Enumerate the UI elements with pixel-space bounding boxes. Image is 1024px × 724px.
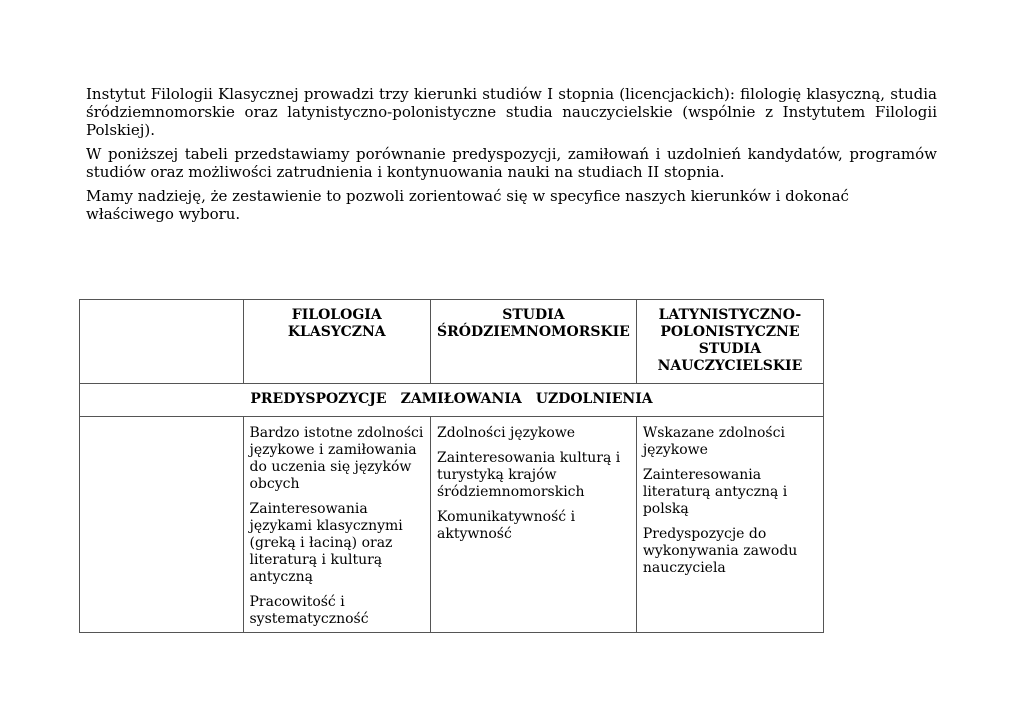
cell-item: Pracowitość i systematyczność [249,594,369,627]
header-line: LATYNISTYCZNO- [658,307,802,323]
table-header-row [80,300,824,384]
cell-item: Zdolności językowe [437,425,576,441]
section-header-row [80,384,824,417]
column-header-latynistyczno-polonistyczne [636,300,823,384]
header-line: POLONISTYCZNE [660,324,800,340]
cell-item: Wskazane zdolności językowe [642,425,785,458]
intro-paragraph: Instytut Filologii Klasycznej prowadzi trzy kierunki studiów I stopnia (licencjackich): filologię klasyczną, studia śródziemnomorskie oraz latynistyczno-polonistyczne studia nauczycielskie (wspólnie z Instytutem Filologii Polskiej). [86,85,937,139]
intro-text [86,85,937,229]
cell-item: Zainteresowania literaturą antyczną i polską [642,467,788,517]
table-row [80,417,824,633]
empty-header-cell [80,300,244,384]
header-line: ŚRÓDZIEMNOMORSKIE [437,324,630,340]
table-cell-studia-srodziemnomorskie [431,417,637,633]
header-line: KLASYCZNA [287,324,386,340]
column-header-studia-srodziemnomorskie [431,300,637,384]
empty-row-label-cell [80,417,244,633]
section-label: PREDYSPOZYCJE [250,391,387,407]
intro-paragraph: W poniższej tabeli przedstawiamy porównanie predyspozycji, zamiłowań i uzdolnień kandydatów, programów studiów oraz możliwości zatrudnienia i kontynuowania nauki na studiach II stopnia. [86,145,937,181]
section-label: ZAMIŁOWANIA [400,391,522,407]
header-line: NAUCZYCIELSKIE [657,358,803,374]
cell-item: Zainteresowania językami klasycznymi (greką i łaciną) oraz literaturą i kulturą antyczną [249,501,403,585]
header-line: STUDIA [698,341,762,357]
header-line: STUDIA [502,307,565,323]
section-label: UZDOLNIENIA [535,391,653,407]
header-line: FILOLOGIA [291,307,382,323]
cell-item: Zainteresowania kulturą i turystyką krajów śródziemnomorskich [437,450,621,500]
column-header-filologia-klasyczna [243,300,431,384]
intro-paragraph: Mamy nadzieję, że zestawienie to pozwoli zorientować się w specyfice naszych kierunków i dokonać właściwego wyboru. [86,187,849,223]
table-cell-filologia-klasyczna [243,417,431,633]
comparison-table [79,299,824,633]
cell-item: Bardzo istotne zdolności językowe i zamiłowania do uczenia się języków obcych [249,425,424,492]
section-header [80,384,824,417]
cell-item: Komunikatywność i aktywność [437,509,576,542]
cell-item: Predyspozycje do wykonywania zawodu nauczyciela [642,526,798,576]
table-cell-latynistyczno-polonistyczne [636,417,823,633]
